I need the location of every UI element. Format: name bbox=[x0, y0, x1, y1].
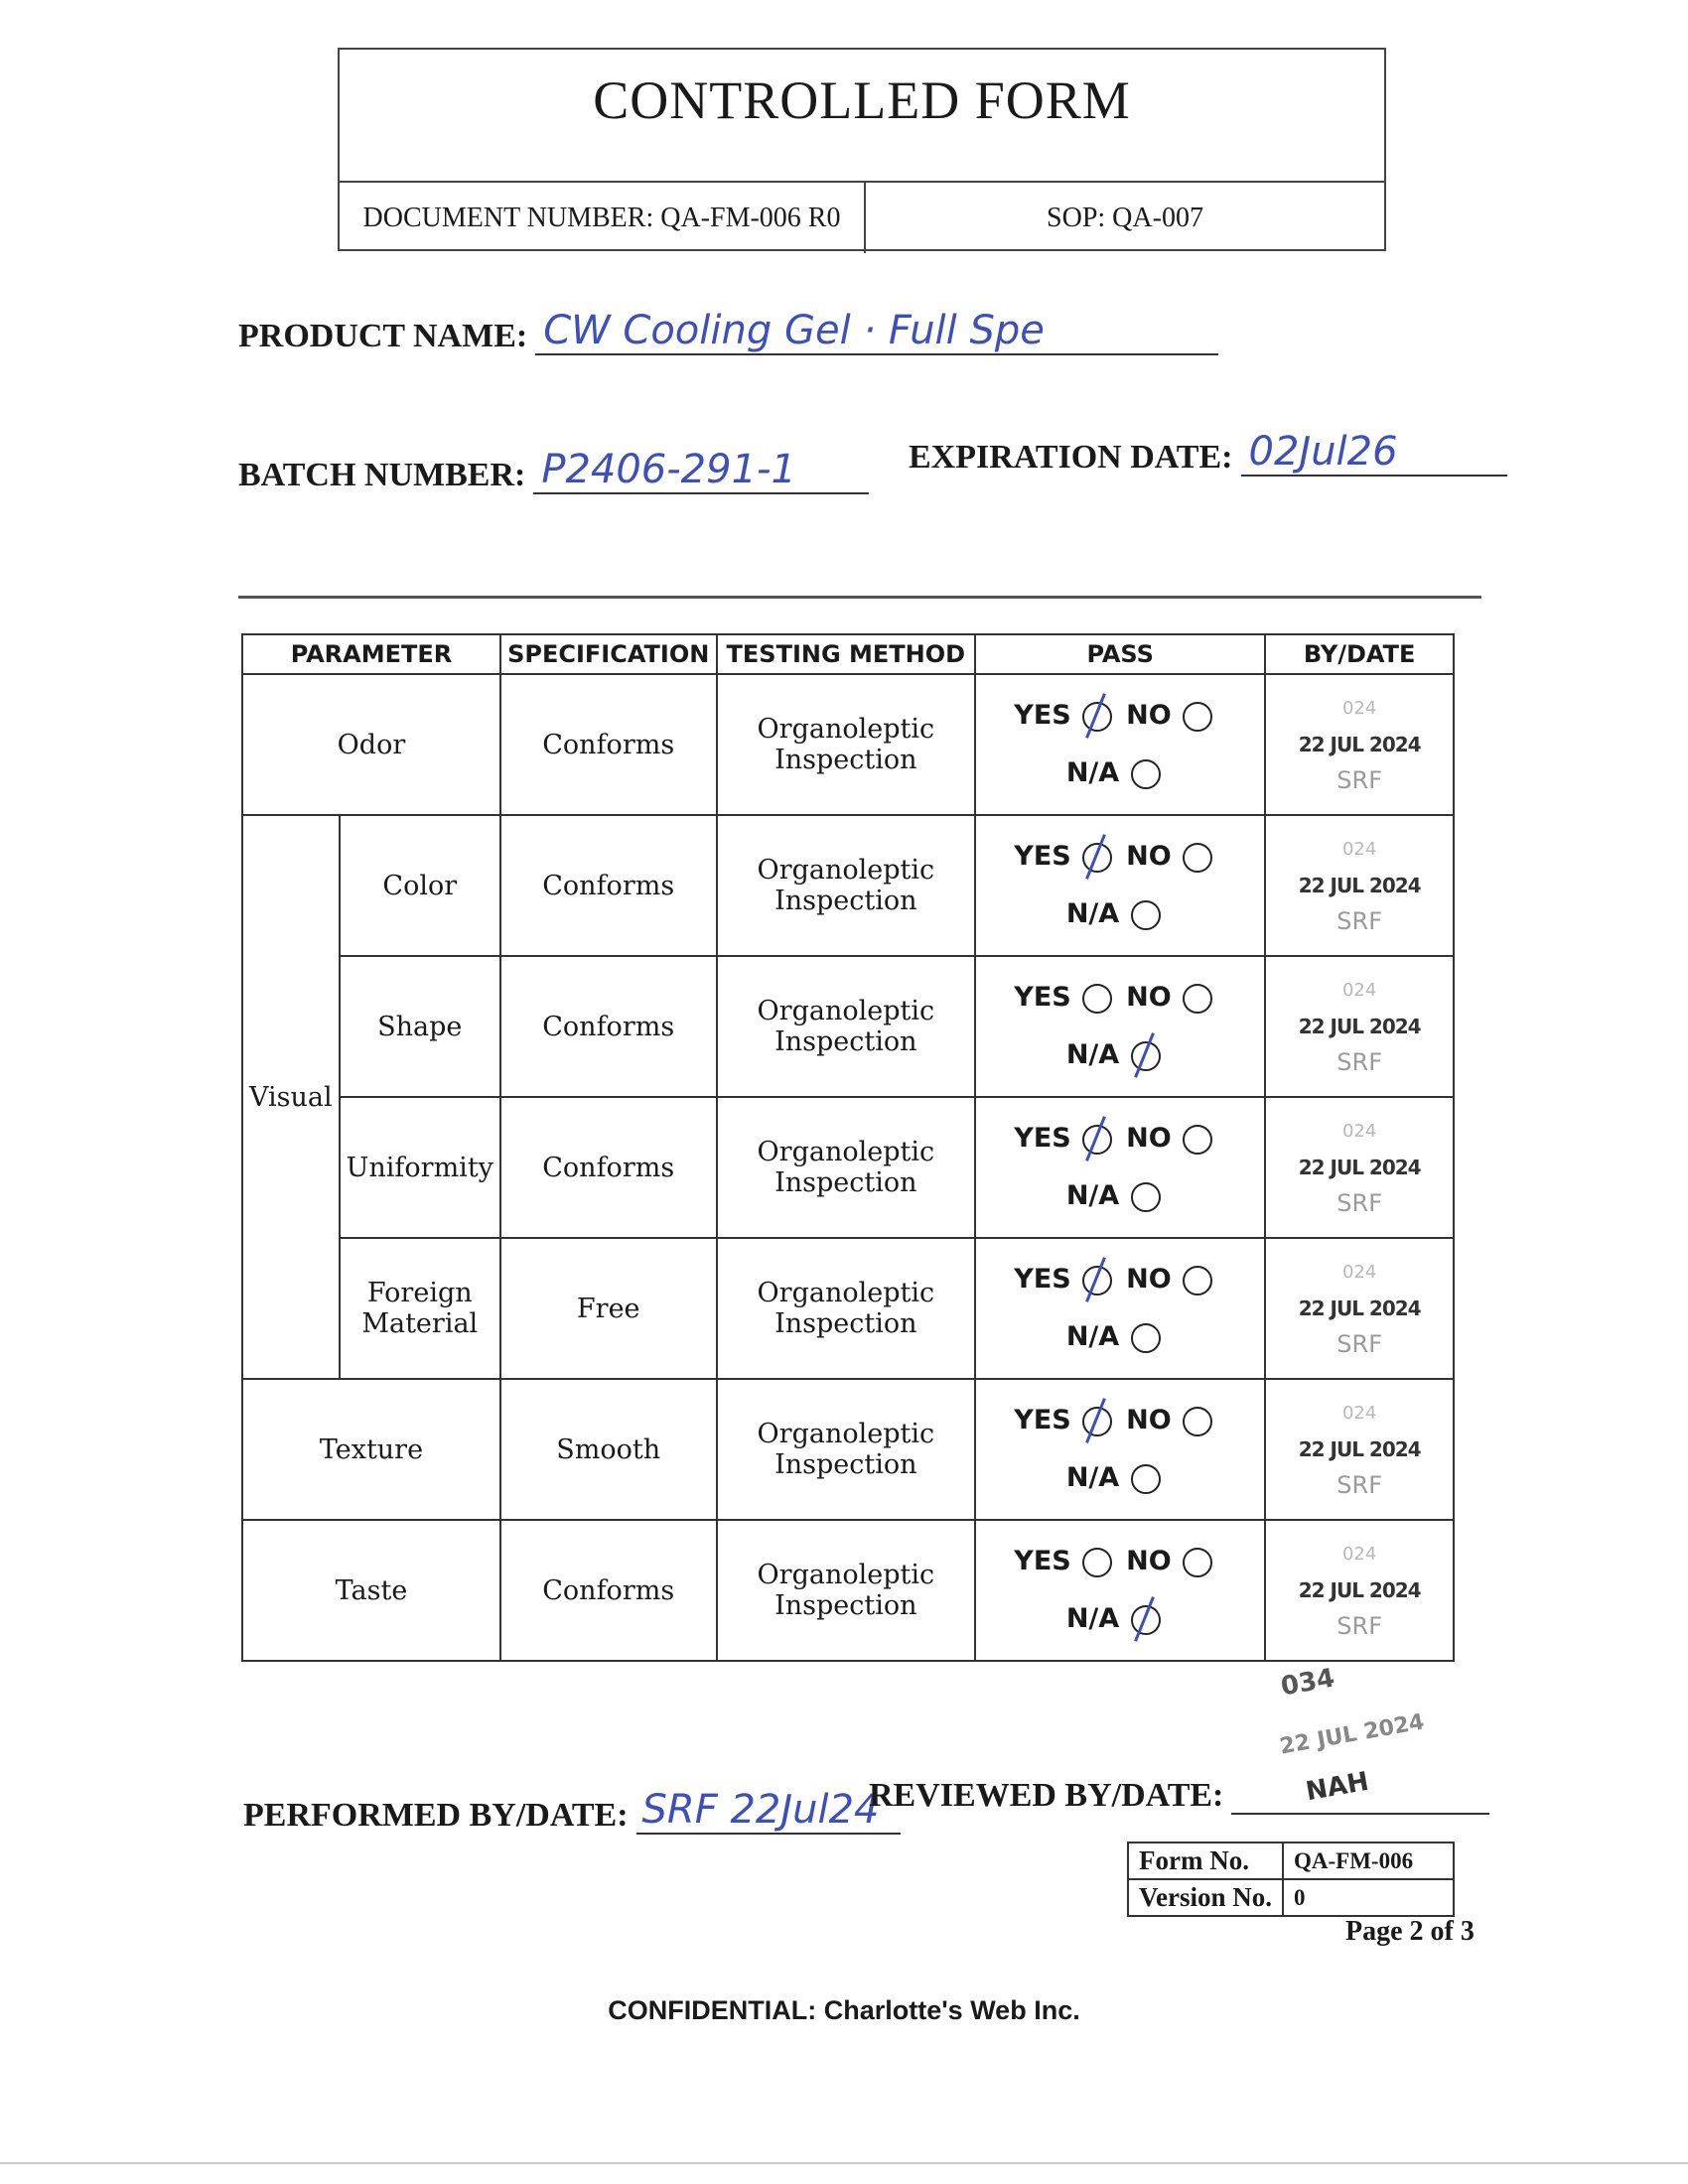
stamp-number: 024 bbox=[1341, 1403, 1377, 1424]
specification-cell: Free bbox=[500, 1238, 717, 1379]
na-label: N/A bbox=[1065, 757, 1120, 788]
version-no-value: 0 bbox=[1283, 1879, 1454, 1916]
table-row bbox=[242, 1238, 1454, 1379]
table-row bbox=[242, 815, 1454, 956]
stamp-number: 024 bbox=[1341, 698, 1377, 719]
na-label: N/A bbox=[1065, 1180, 1120, 1211]
batch-number-row bbox=[238, 447, 869, 494]
no-label: NO bbox=[1126, 700, 1172, 731]
version-no-row bbox=[1128, 1879, 1454, 1916]
expiration-date-label: EXPIRATION DATE: bbox=[909, 439, 1233, 476]
version-no-label: Version No. bbox=[1128, 1879, 1283, 1916]
na-radio-icon[interactable] bbox=[1131, 759, 1161, 789]
stamp-date: 22 JUL 2024 bbox=[1298, 733, 1421, 756]
pass-cell bbox=[975, 1097, 1265, 1238]
specification-cell: Conforms bbox=[500, 1520, 717, 1661]
na-radio-icon[interactable] bbox=[1131, 1605, 1161, 1635]
expiration-date-field[interactable]: 02Jul26 bbox=[1241, 429, 1507, 477]
specification-cell: Conforms bbox=[500, 1097, 717, 1238]
form-info-table bbox=[1127, 1842, 1455, 1917]
performed-by-label: PERFORMED BY/DATE: bbox=[243, 1797, 629, 1834]
yes-label: YES bbox=[1014, 700, 1071, 731]
yes-label: YES bbox=[1014, 1123, 1071, 1154]
na-label: N/A bbox=[1065, 1039, 1120, 1070]
no-radio-icon[interactable] bbox=[1183, 702, 1212, 732]
stamp-date: 22 JUL 2024 bbox=[1298, 1437, 1421, 1461]
by-date-cell bbox=[1265, 1379, 1454, 1520]
table-row bbox=[242, 1520, 1454, 1661]
no-radio-icon[interactable] bbox=[1183, 984, 1212, 1014]
yes-option[interactable] bbox=[1014, 1405, 1112, 1435]
yes-option[interactable] bbox=[1014, 982, 1112, 1013]
table-row bbox=[242, 1097, 1454, 1238]
stamp-initials: SRF bbox=[1336, 1330, 1382, 1358]
na-option[interactable] bbox=[1066, 1462, 1161, 1493]
na-option[interactable] bbox=[1066, 1180, 1161, 1211]
reviewer-stamp-number: 034 bbox=[1278, 1663, 1337, 1703]
header-by-date: BY/DATE bbox=[1265, 634, 1454, 674]
na-option[interactable] bbox=[1066, 1039, 1161, 1070]
no-option[interactable] bbox=[1126, 1123, 1212, 1154]
no-option[interactable] bbox=[1126, 982, 1212, 1013]
pass-cell bbox=[975, 674, 1265, 815]
stamp-initials: SRF bbox=[1336, 1189, 1382, 1217]
testing-method-cell: Organoleptic Inspection bbox=[717, 1379, 976, 1520]
page-bottom-rule bbox=[0, 2162, 1688, 2164]
yes-label: YES bbox=[1014, 1546, 1071, 1576]
sub-parameter-cell: Uniformity bbox=[340, 1097, 500, 1238]
inspection-table bbox=[241, 633, 1455, 1662]
pass-cell bbox=[975, 815, 1265, 956]
product-name-label: PRODUCT NAME: bbox=[238, 318, 528, 354]
stamp-date: 22 JUL 2024 bbox=[1298, 1297, 1421, 1320]
no-label: NO bbox=[1126, 982, 1172, 1013]
form-no-row bbox=[1128, 1843, 1454, 1879]
no-option[interactable] bbox=[1126, 841, 1212, 872]
no-label: NO bbox=[1126, 1264, 1172, 1295]
na-radio-icon[interactable] bbox=[1131, 1323, 1161, 1353]
reviewed-by-label: REVIEWED BY/DATE: bbox=[869, 1777, 1224, 1814]
na-label: N/A bbox=[1065, 1462, 1120, 1493]
no-option[interactable] bbox=[1126, 1405, 1212, 1435]
by-date-cell bbox=[1265, 1238, 1454, 1379]
form-no-value: QA-FM-006 bbox=[1283, 1843, 1454, 1879]
reviewed-by-row bbox=[869, 1777, 1489, 1815]
yes-radio-icon[interactable] bbox=[1082, 702, 1112, 732]
stamp-initials: SRF bbox=[1336, 1612, 1382, 1640]
confidential-footer: CONFIDENTIAL: Charlotte's Web Inc. bbox=[608, 1995, 1080, 2025]
pass-cell bbox=[975, 1238, 1265, 1379]
na-line bbox=[982, 1449, 1258, 1507]
yes-no-line bbox=[982, 1533, 1258, 1590]
testing-method-cell: Organoleptic Inspection bbox=[717, 1520, 976, 1661]
reviewer-stamp-initials: NAH bbox=[1303, 1766, 1371, 1808]
yes-radio-icon[interactable] bbox=[1082, 843, 1112, 873]
stamp-initials: SRF bbox=[1336, 1048, 1382, 1076]
stamp-number: 024 bbox=[1341, 839, 1377, 860]
section-divider bbox=[238, 596, 1481, 599]
by-date-cell bbox=[1265, 674, 1454, 815]
yes-no-line bbox=[982, 1251, 1258, 1308]
na-radio-icon[interactable] bbox=[1131, 900, 1161, 930]
header-pass: PASS bbox=[975, 634, 1265, 674]
yes-no-line bbox=[982, 687, 1258, 745]
yes-no-line bbox=[982, 1392, 1258, 1449]
reviewer-stamp-date: 22 JUL 2024 bbox=[1277, 1709, 1427, 1760]
product-name-row bbox=[238, 308, 1218, 355]
no-label: NO bbox=[1126, 1123, 1172, 1154]
stamp-date: 22 JUL 2024 bbox=[1298, 1578, 1421, 1602]
reviewed-by-field[interactable] bbox=[1231, 1779, 1489, 1815]
stamp-number: 024 bbox=[1341, 980, 1377, 1001]
form-title: CONTROLLED FORM bbox=[593, 70, 1131, 130]
yes-label: YES bbox=[1014, 841, 1071, 872]
na-radio-icon[interactable] bbox=[1131, 1182, 1161, 1212]
controlled-form-header bbox=[338, 48, 1386, 251]
parameter-cell: Texture bbox=[242, 1379, 500, 1520]
no-option[interactable] bbox=[1126, 1264, 1212, 1295]
pass-cell bbox=[975, 1520, 1265, 1661]
yes-option[interactable] bbox=[1014, 1546, 1112, 1576]
sub-parameter-cell: Color bbox=[340, 815, 500, 956]
document-number: DOCUMENT NUMBER: QA-FM-006 R0 bbox=[340, 183, 866, 253]
stamp-date: 22 JUL 2024 bbox=[1298, 1156, 1421, 1179]
testing-method-cell: Organoleptic Inspection bbox=[717, 815, 976, 956]
table-row bbox=[242, 674, 1454, 815]
na-line bbox=[982, 1026, 1258, 1084]
testing-method-cell: Organoleptic Inspection bbox=[717, 1238, 976, 1379]
sub-parameter-cell: Foreign Material bbox=[340, 1238, 500, 1379]
specification-cell: Conforms bbox=[500, 815, 717, 956]
testing-method-cell: Organoleptic Inspection bbox=[717, 956, 976, 1097]
stamp-initials: SRF bbox=[1336, 1471, 1382, 1499]
specification-cell: Conforms bbox=[500, 674, 717, 815]
no-radio-icon[interactable] bbox=[1183, 1125, 1212, 1155]
header-specification: SPECIFICATION bbox=[500, 634, 717, 674]
na-label: N/A bbox=[1065, 898, 1120, 929]
no-option[interactable] bbox=[1126, 1546, 1212, 1576]
table-body bbox=[242, 674, 1454, 1661]
specification-cell: Smooth bbox=[500, 1379, 717, 1520]
performed-by-field[interactable]: SRF 22Jul24 bbox=[636, 1787, 901, 1835]
stamp-date: 22 JUL 2024 bbox=[1298, 1015, 1421, 1038]
header-parameter: PARAMETER bbox=[242, 634, 500, 674]
expiration-date-row bbox=[909, 429, 1507, 477]
na-label: N/A bbox=[1065, 1603, 1120, 1634]
na-line bbox=[982, 1590, 1258, 1648]
header-testing-method: TESTING METHOD bbox=[717, 634, 976, 674]
na-option[interactable] bbox=[1066, 898, 1161, 929]
na-line bbox=[982, 1167, 1258, 1225]
visual-group-cell: Visual bbox=[242, 815, 340, 1379]
na-line bbox=[982, 745, 1258, 802]
yes-radio-icon[interactable] bbox=[1082, 1548, 1112, 1577]
na-label: N/A bbox=[1065, 1321, 1120, 1352]
yes-label: YES bbox=[1014, 1405, 1071, 1435]
yes-label: YES bbox=[1014, 1264, 1071, 1295]
stamp-initials: SRF bbox=[1336, 766, 1382, 794]
yes-no-line bbox=[982, 1110, 1258, 1167]
parameter-cell: Odor bbox=[242, 674, 500, 815]
product-name-field[interactable]: CW Cooling Gel · Full Spe bbox=[535, 308, 1218, 355]
by-date-cell bbox=[1265, 1520, 1454, 1661]
no-radio-icon[interactable] bbox=[1183, 843, 1212, 873]
stamp-date: 22 JUL 2024 bbox=[1298, 874, 1421, 897]
yes-option[interactable] bbox=[1014, 841, 1112, 872]
no-radio-icon[interactable] bbox=[1183, 1407, 1212, 1436]
testing-method-cell: Organoleptic Inspection bbox=[717, 1097, 976, 1238]
na-option[interactable] bbox=[1066, 1603, 1161, 1634]
pass-cell bbox=[975, 1379, 1265, 1520]
yes-radio-icon[interactable] bbox=[1082, 1125, 1112, 1155]
page-number: Page 2 of 3 bbox=[1345, 1916, 1475, 1947]
yes-no-line bbox=[982, 969, 1258, 1026]
by-date-cell bbox=[1265, 1097, 1454, 1238]
yes-label: YES bbox=[1014, 982, 1071, 1013]
sop-reference: SOP: QA-007 bbox=[1047, 202, 1203, 233]
no-radio-icon[interactable] bbox=[1183, 1548, 1212, 1577]
performed-by-row bbox=[243, 1787, 901, 1835]
yes-option[interactable] bbox=[1014, 1123, 1112, 1154]
yes-radio-icon[interactable] bbox=[1082, 1266, 1112, 1296]
no-radio-icon[interactable] bbox=[1183, 1266, 1212, 1296]
form-no-label: Form No. bbox=[1128, 1843, 1283, 1879]
na-radio-icon[interactable] bbox=[1131, 1464, 1161, 1494]
na-line bbox=[982, 1308, 1258, 1366]
stamp-initials: SRF bbox=[1336, 907, 1382, 935]
stamp-number: 024 bbox=[1341, 1121, 1377, 1142]
stamp-number: 024 bbox=[1341, 1544, 1377, 1565]
yes-no-line bbox=[982, 828, 1258, 886]
na-radio-icon[interactable] bbox=[1131, 1041, 1161, 1071]
no-label: NO bbox=[1126, 1405, 1172, 1435]
stamp-number: 024 bbox=[1341, 1262, 1377, 1283]
by-date-cell bbox=[1265, 815, 1454, 956]
yes-radio-icon[interactable] bbox=[1082, 984, 1112, 1014]
table-row bbox=[242, 1379, 1454, 1520]
parameter-cell: Taste bbox=[242, 1520, 500, 1661]
na-option[interactable] bbox=[1066, 757, 1161, 788]
by-date-cell bbox=[1265, 956, 1454, 1097]
no-label: NO bbox=[1126, 1546, 1172, 1576]
sub-parameter-cell: Shape bbox=[340, 956, 500, 1097]
header-info-row bbox=[340, 181, 1384, 253]
no-label: NO bbox=[1126, 841, 1172, 872]
table-row bbox=[242, 956, 1454, 1097]
yes-radio-icon[interactable] bbox=[1082, 1407, 1112, 1436]
pass-cell bbox=[975, 956, 1265, 1097]
testing-method-cell: Organoleptic Inspection bbox=[717, 674, 976, 815]
batch-number-label: BATCH NUMBER: bbox=[238, 457, 526, 493]
batch-number-field[interactable]: P2406-291-1 bbox=[533, 447, 869, 494]
table-header-row bbox=[242, 634, 1454, 674]
yes-option[interactable] bbox=[1014, 1264, 1112, 1295]
na-line bbox=[982, 886, 1258, 943]
no-option[interactable] bbox=[1126, 700, 1212, 731]
specification-cell: Conforms bbox=[500, 956, 717, 1097]
na-option[interactable] bbox=[1066, 1321, 1161, 1352]
yes-option[interactable] bbox=[1014, 700, 1112, 731]
